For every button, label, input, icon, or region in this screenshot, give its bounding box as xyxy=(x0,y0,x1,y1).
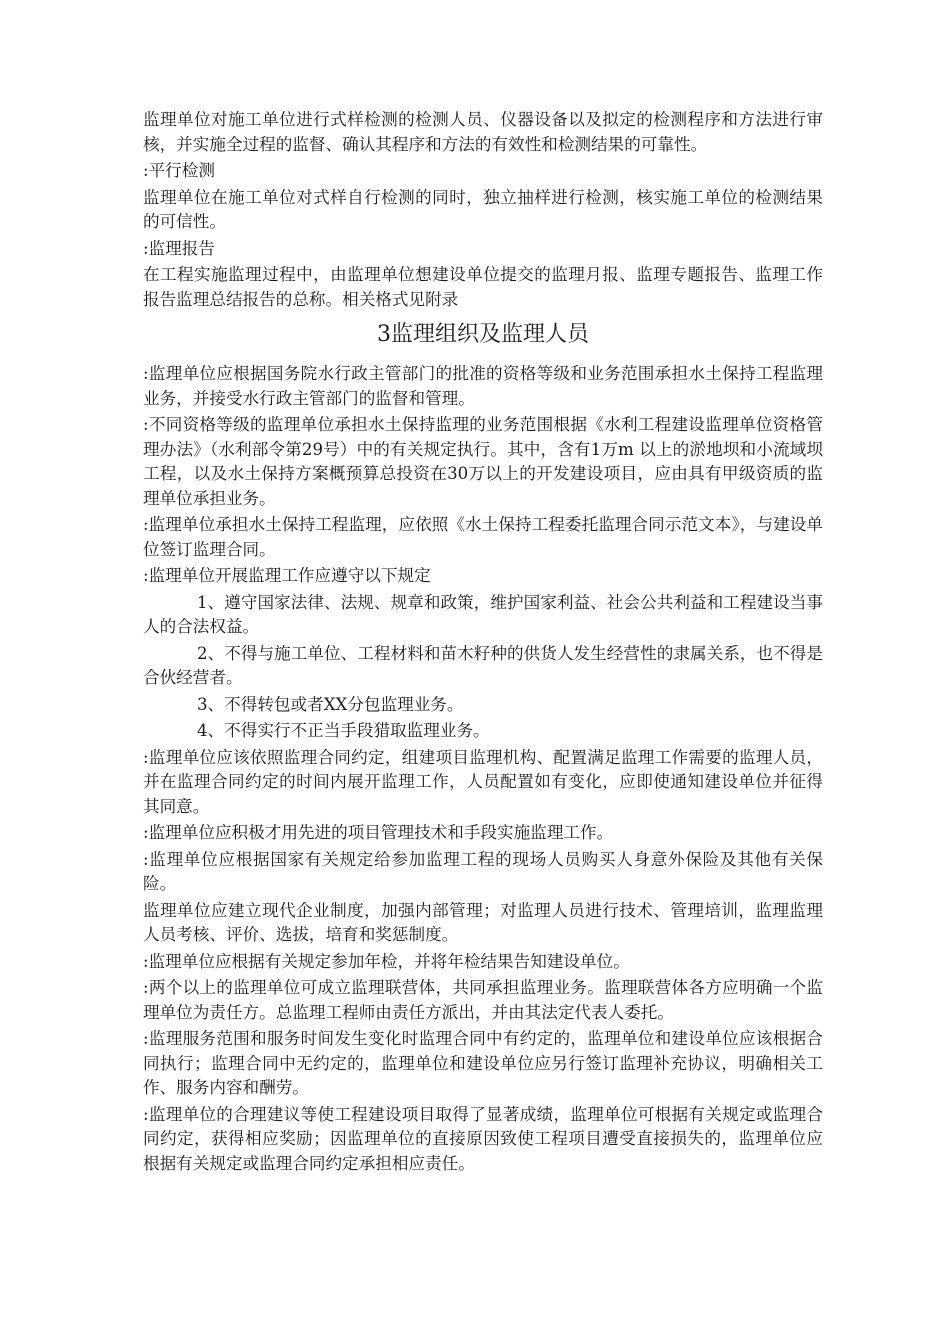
paragraph-rules-intro: :监理单位开展监理工作应遵守以下规定 xyxy=(143,566,431,585)
paragraph-scope-change: :监理服务范围和服务时间发生变化时监理合同中有约定的，监理单位和建设单位应该根据合同执行；监理合同中无约定的，监理单位和建设单位应另行签订监理补充协议，明确相关工作、服务内容和酬劳。 xyxy=(143,1029,823,1097)
rule-item-3: 3、不得转包或者XX分包监理业务。 xyxy=(197,694,464,714)
paragraph-supervision-report: 在工程实施监理过程中，由监理单位想建设单位提交的监理月报、监理专题报告、监理工作报告监理总结报告的总称。相关格式见附录 xyxy=(143,265,823,309)
paragraph-organization: :监理单位应该依照监理合同约定，组建项目监理机构、配置满足监理工作需要的监理人员，并在监理合同约定的时间内展开监理工作，人员配置如有变化，应即使通知建设单位并征得其同意。 xyxy=(143,747,823,816)
paragraph-business-scope: :不同资格等级的监理单位承担水土保持监理的业务范围根据《水利工程建设监理单位资格管理办法》（水利部令第29号）中的有关规定执行。其中，含有1万m 以上的淤地坝和小流域坝工程，以及水土保持方案概预算总投资在30万以上的开发建设项目，应由具有甲级资质的监理单位承担业务。 xyxy=(143,415,823,508)
paragraph-management: 监理单位应建立现代企业制度，加强内部管理；对监理人员进行技术、管理培训，监理监理人员考核、评价、选拔，培育和奖惩制度。 xyxy=(143,900,823,944)
rule-item-1: 1、遵守国家法律、法规、规章和政策，维护国家利益、社会公共利益和工程建设当事人的合法权益。 xyxy=(143,592,823,636)
rule-item-2: 2、不得与施工单位、工程材料和苗木籽种的供货人发生经营性的隶属关系，也不得是合伙经营者。 xyxy=(143,643,823,687)
term-parallel-testing: :平行检测 xyxy=(143,161,215,180)
section-title: 3监理组织及监理人员 xyxy=(377,322,589,347)
paragraph-qualification: :监理单位应根据国务院水行政主管部门的批准的资格等级和业务范围承担水土保持工程监理业务，并接受水行政主管部门的监督和管理。 xyxy=(143,364,823,408)
paragraph-reward-liability: :监理单位的合理建议等使工程建设项目取得了显著成绩，监理单位可根据有关规定或监理合同约定，获得相应奖励；因监理单位的直接原因致使工程项目遭受直接损失的，监理单位应根据有关规定或监理合同约定承担相应责任。 xyxy=(143,1104,823,1173)
paragraph-parallel-testing: 监理单位在施工单位对式样自行检测的同时，独立抽样进行检测，核实施工单位的检测结果的可信性。 xyxy=(143,187,823,231)
paragraph-technology: :监理单位应积极才用先进的项目管理技术和手段实施监理工作。 xyxy=(143,823,614,842)
paragraph-insurance: :监理单位应根据国家有关规定给参加监理工程的现场人员购买人身意外保险及其他有关保险。 xyxy=(143,849,823,893)
document-page xyxy=(143,108,823,1176)
paragraph-annual-inspection: :监理单位应根据有关规定参加年检，并将年检结果告知建设单位。 xyxy=(143,951,630,971)
paragraph-joint-venture: :两个以上的监理单位可成立监理联营体，共同承担监理业务。监理联营体各方应明确一个监理单位为责任方。总监理工程师由责任方派出，并由其法定代表人委托。 xyxy=(143,978,823,1022)
term-supervision-report: :监理报告 xyxy=(143,238,215,258)
rule-item-4: 4、不得实行不正当手段猎取监理业务。 xyxy=(197,721,490,740)
paragraph-test-review: 监理单位对施工单位进行式样检测的检测人员、仪器设备以及拟定的检测程序和方法进行审核，并实施全过程的监督、确认其程序和方法的有效性和检测结果的可靠性。 xyxy=(143,110,823,154)
paragraph-contract: :监理单位承担水土保持工程监理，应依照《水土保持工程委托监理合同示范文本》，与建设单位签订监理合同。 xyxy=(143,515,823,559)
